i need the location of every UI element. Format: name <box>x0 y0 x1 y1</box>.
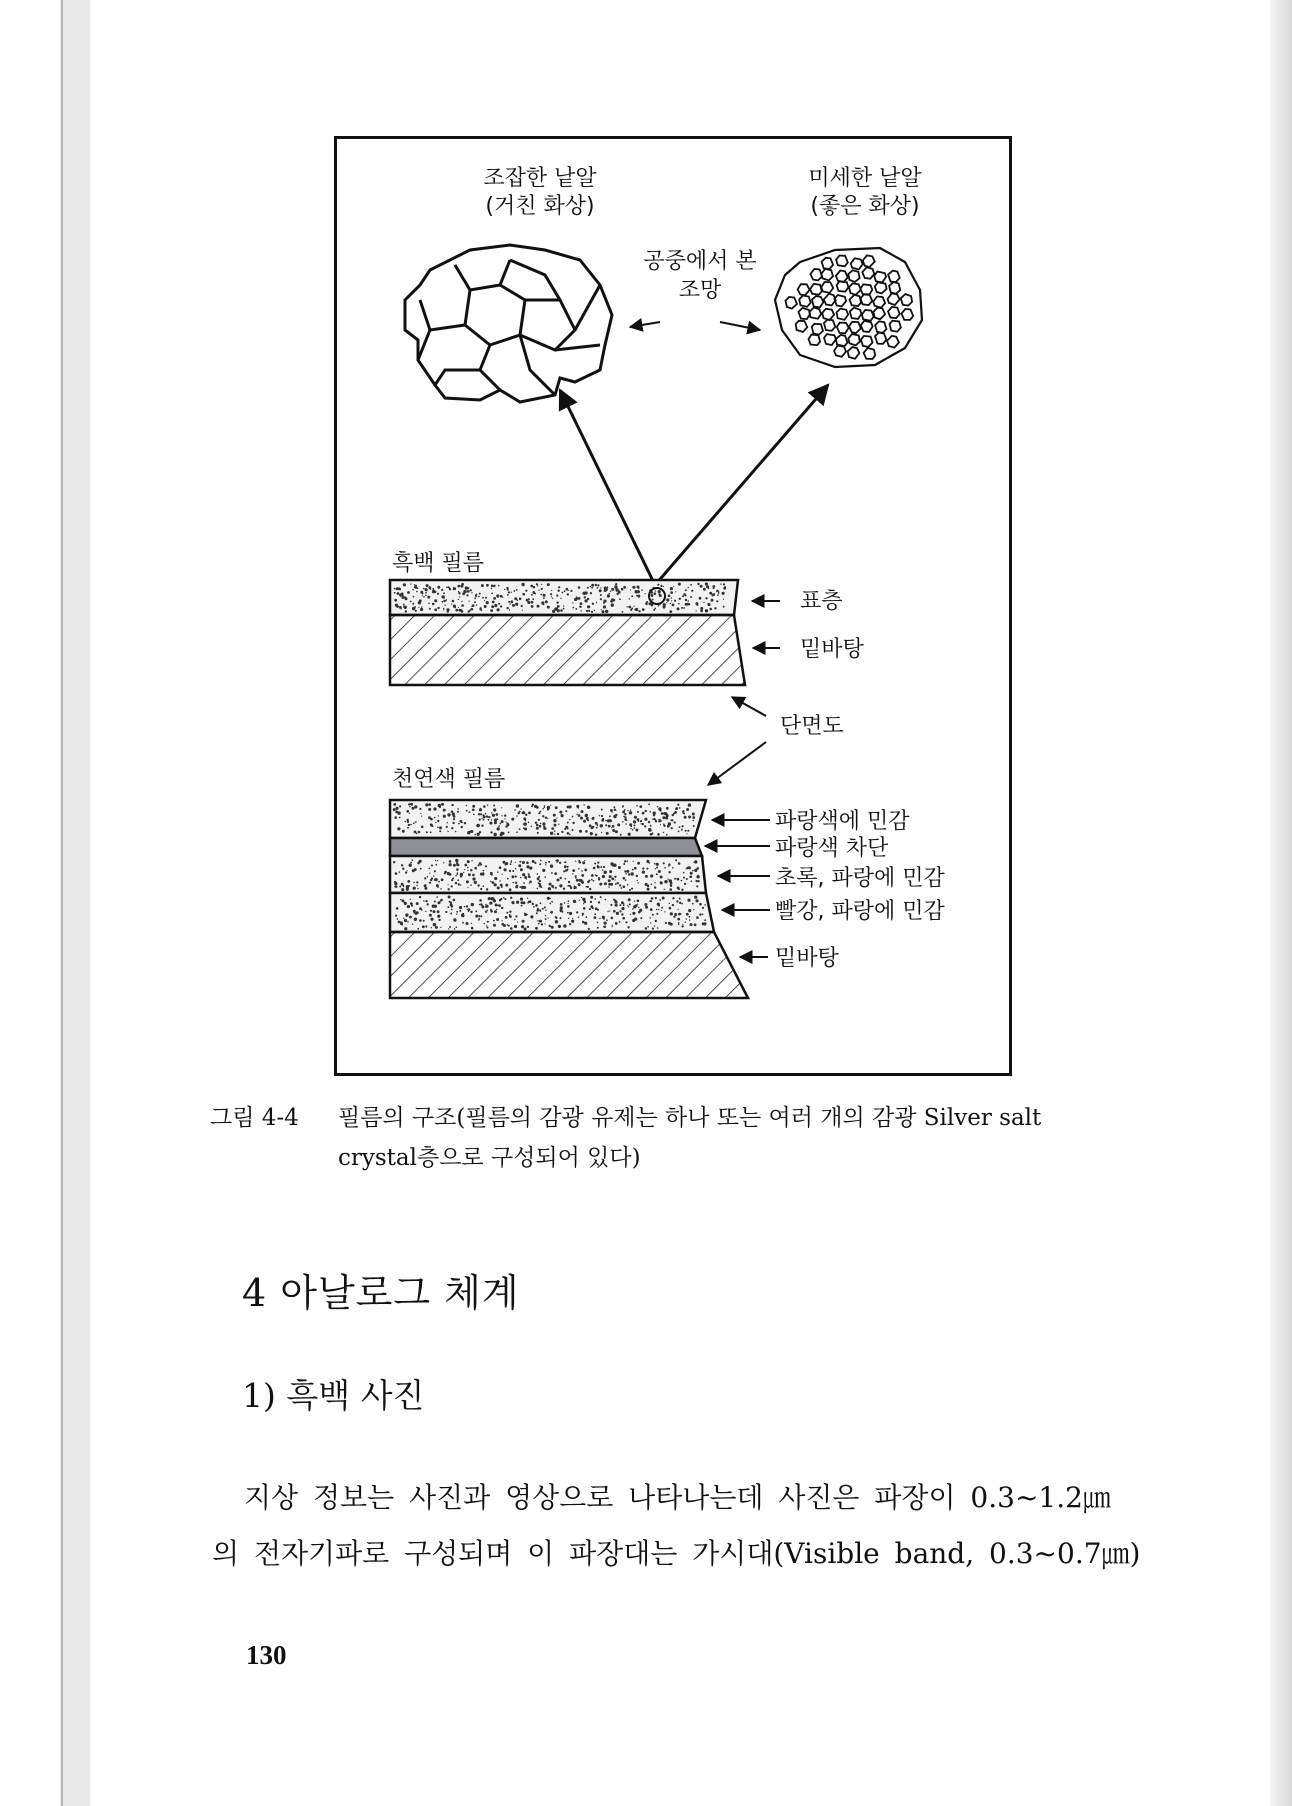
label-blue-sensitive: 파랑색에 민감 <box>775 809 910 834</box>
label-blue-block: 파랑색 차단 <box>775 836 889 861</box>
label-green-blue-sensitive: 초록, 파랑에 민감 <box>775 866 945 891</box>
label-surface-layer: 표층 <box>800 589 843 614</box>
arrow-to-coarse <box>560 390 655 585</box>
label-color-film: 천연색 필름 <box>392 767 506 792</box>
label-aerial-view-line2: 조망 <box>678 278 722 303</box>
label-coarse-grain: 조잡한 낱알 <box>483 166 597 191</box>
coarse-grain-cluster <box>405 245 612 402</box>
caption-line1: 필름의 구조(필름의 감광 유제는 하나 또는 여러 개의 감광 Silver salt <box>338 1105 1042 1131</box>
label-red-blue-sensitive: 빨강, 파랑에 민감 <box>775 899 945 924</box>
color-film-section <box>390 800 748 998</box>
aerial-arrow-left <box>630 322 660 327</box>
subsection-title: 1) 흑백 사진 <box>242 1376 425 1415</box>
label-base-bw: 밑바탕 <box>800 637 864 662</box>
body-line1: 지상 정보는 사진과 영상으로 나타나는데 사진은 파장이 0.3~1.2㎛ <box>244 1481 1111 1514</box>
caption-line2: crystal층으로 구성되어 있다) <box>338 1145 641 1171</box>
label-base-color: 밑바탕 <box>775 946 839 971</box>
label-coarse-image: (거친 화상) <box>485 194 595 219</box>
label-fine-image: (좋은 화상) <box>810 194 920 219</box>
aerial-arrow-right <box>720 322 760 330</box>
fine-grain-cluster <box>775 248 922 367</box>
section-title: 4 아날로그 체계 <box>242 1271 520 1315</box>
caption-number: 그림 4-4 <box>210 1105 299 1131</box>
label-cross-section: 단면도 <box>780 714 844 739</box>
page-number: 130 <box>246 1640 287 1670</box>
label-bw-film: 흑백 필름 <box>392 551 485 576</box>
figure-caption <box>210 1098 1140 1178</box>
body-paragraph <box>212 1470 1142 1582</box>
bw-film-section <box>390 580 745 685</box>
body-line2: 의 전자기파로 구성되며 이 파장대는 가시대(Visible band, 0.3~0.7㎛) <box>212 1537 1141 1570</box>
label-aerial-view-line1: 공중에서 본 <box>643 249 757 274</box>
label-fine-grain: 미세한 낱알 <box>808 166 922 191</box>
arrow-to-fine <box>655 385 828 585</box>
